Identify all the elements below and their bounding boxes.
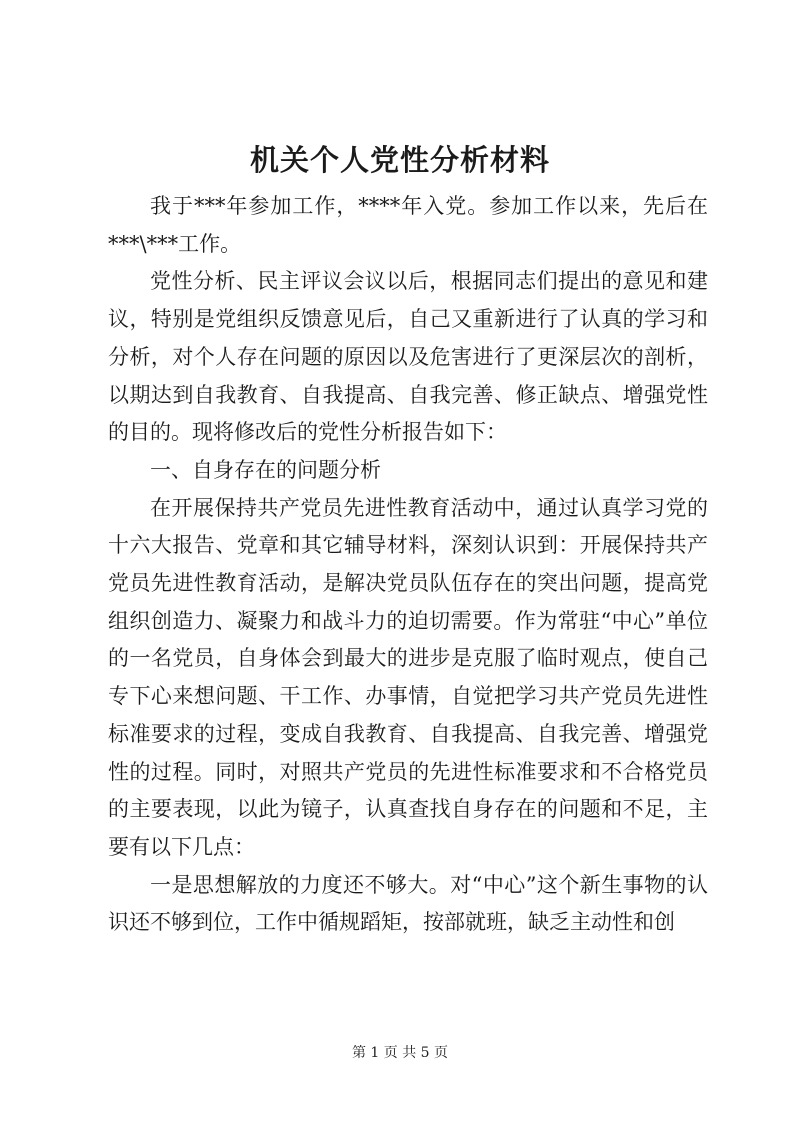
document-title: 机关个人党性分析材料 — [249, 143, 550, 177]
paragraph-point-one: 一是思想解放的力度还不够大。对“中心”这个新生事物的认识还不够到位，工作中循规蹈矩，按部就班，缺乏主动性和创 — [108, 872, 708, 935]
paragraph-purpose: 党性分析、民主评议会议以后，根据同志们提出的意见和建议，特别是党组织反馈意见后，自己又重新进行了认真的学习和分析，对个人存在问题的原因以及危害进行了更深层次的剖析，以期达到自我教育、自我提高、自我完善、修正缺点、增强党性的目的。现将修改后的党性分析报告如下： — [108, 269, 708, 445]
document-body — [108, 188, 708, 942]
page-number-footer: 第 1 页 共 5 页 — [351, 1045, 449, 1061]
section-heading-problems: 一、自身存在的问题分析 — [150, 457, 381, 482]
paragraph-analysis: 在开展保持共产党员先进性教育活动中，通过认真学习党的十六大报告、党章和其它辅导材料，深刻认识到：开展保持共产党员先进性教育活动，是解决党员队伍存在的突出问题，提高党组织创造力、凝聚力和战斗力的迫切需要。作为常驻“中心”单位的一名党员，自身体会到最大的进步是克服了临时观点，使自己专下心来想问题、干工作、办事情，自觉把学习共产党员先进性标准要求的过程，变成自我教育、自我提高、自我完善、增强党性的过程。同时，对照共产党员的先进性标准要求和不合格党员的主要表现，以此为镜子，认真查找自身存在的问题和不足，主要有以下几点： — [108, 495, 708, 859]
paragraph-intro: 我于***年参加工作，****年入党。参加工作以来，先后在***\***工作。 — [108, 194, 708, 256]
